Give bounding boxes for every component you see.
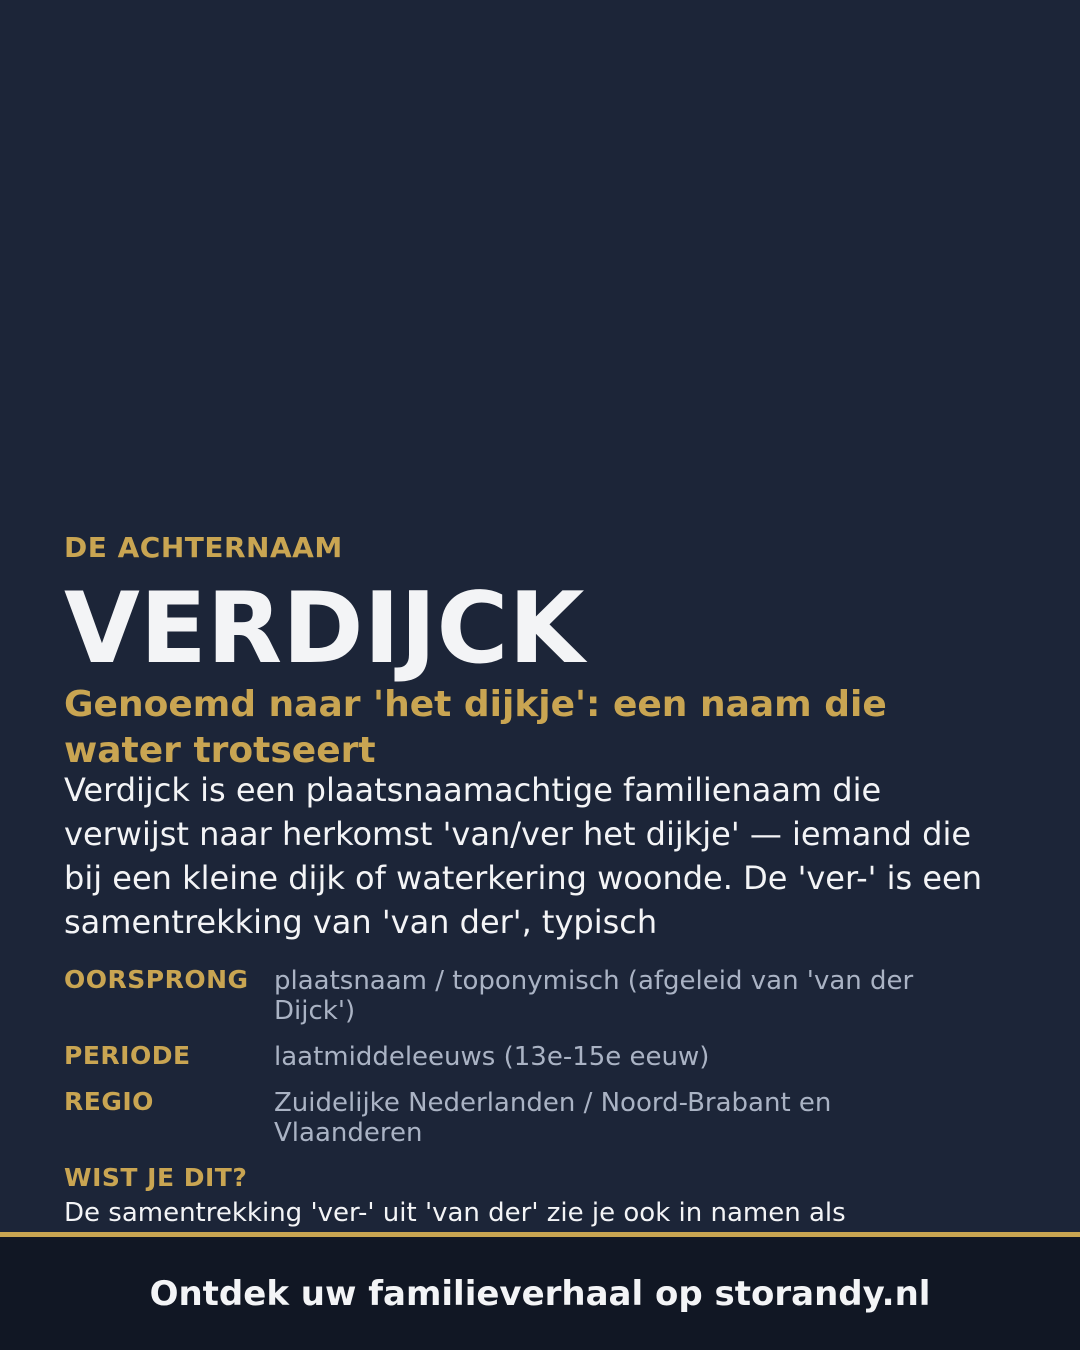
fact-row-period [64, 1040, 1016, 1072]
fact-label: OORSPRONG [64, 965, 249, 994]
eyebrow-label: DE ACHTERNAAM [64, 531, 343, 564]
footer-cta: Ontdek uw familieverhaal op storandy.nl [149, 1273, 931, 1314]
tip-text: De samentrekking 'ver-' uit 'van der' zie je ook in namen als [64, 1198, 846, 1228]
fact-value: plaatsnaam / toponymisch (afgeleid van 'van der Dijck') [274, 966, 914, 1026]
fact-value: Zuidelijke Nederlanden / Noord-Brabant en Vlaanderen [274, 1088, 832, 1148]
intro-text: Verdijck is een plaatsnaamachtige familienaam die verwijst naar herkomst 'van/ver het dijkje' — iemand die bij een kleine dijk of waterkering woonde. De 'ver-' is een samentrekking van 'van der', typisch [64, 771, 982, 941]
fact-value: laatmiddeleeuws (13e-15e eeuw) [274, 1042, 710, 1072]
fact-row-region [64, 1086, 1016, 1148]
tagline: Genoemd naar 'het dijkje': een naam die water trotseert [64, 684, 887, 771]
surname-card [64, 0, 1016, 1232]
tip-label: WIST JE DIT? [64, 1163, 248, 1192]
footer-bar [0, 1237, 1080, 1350]
surname-title: VERDIJCK [64, 572, 585, 686]
facts-list [64, 964, 1016, 1162]
fact-label: REGIO [64, 1087, 154, 1116]
fact-label: PERIODE [64, 1041, 191, 1070]
fact-row-origin [64, 964, 1016, 1026]
